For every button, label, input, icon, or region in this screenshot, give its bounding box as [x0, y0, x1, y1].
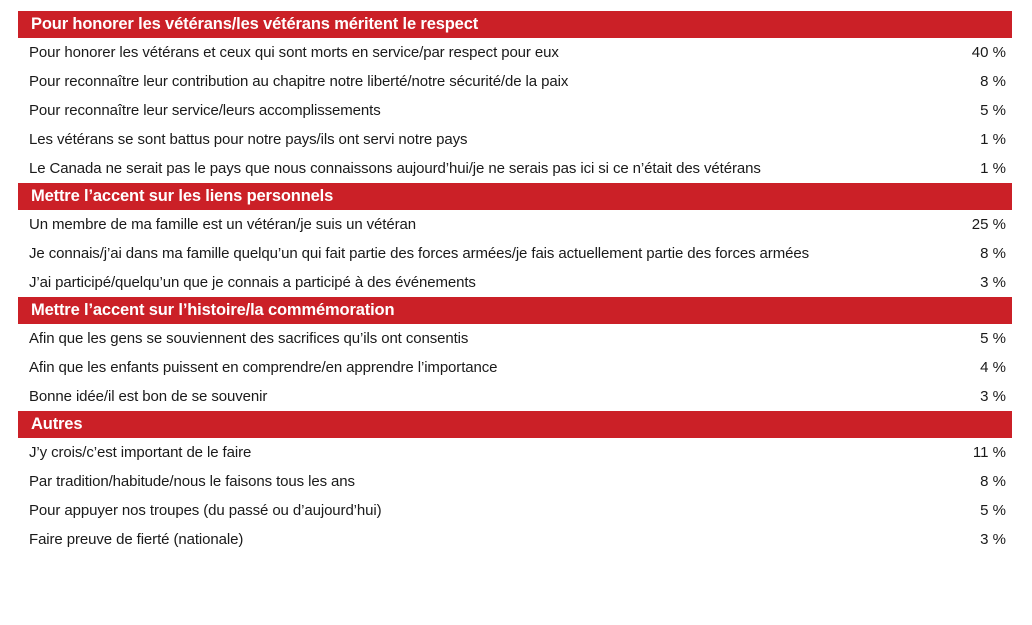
- row-label: Afin que les enfants puissent en comprendre/en apprendre l’importance: [29, 359, 498, 376]
- row-label: Les vétérans se sont battus pour notre pays/ils ont servi notre pays: [29, 131, 468, 148]
- table-row: [18, 382, 1012, 411]
- row-percentage: 8 %: [980, 473, 1006, 490]
- table-section: [18, 183, 1012, 297]
- row-label: Pour reconnaître leur service/leurs accomplissements: [29, 102, 381, 119]
- row-percentage: 4 %: [980, 359, 1006, 376]
- table-row: [18, 210, 1012, 239]
- row-label: Afin que les gens se souviennent des sacrifices qu’ils ont consentis: [29, 330, 469, 347]
- row-percentage: 5 %: [980, 102, 1006, 119]
- section-header: Mettre l’accent sur les liens personnels: [18, 183, 1012, 210]
- row-percentage: 25 %: [971, 216, 1006, 233]
- row-label: Je connais/j’ai dans ma famille quelqu’un qui fait partie des forces armées/je fais actuellement partie des forces armées: [29, 245, 809, 262]
- table-row: [18, 525, 1012, 554]
- row-percentage: 5 %: [980, 502, 1006, 519]
- row-label: Par tradition/habitude/nous le faisons tous les ans: [29, 473, 355, 490]
- table-section: [18, 297, 1012, 411]
- row-percentage: 8 %: [980, 73, 1006, 90]
- table-row: [18, 438, 1012, 467]
- row-percentage: 3 %: [980, 531, 1006, 548]
- row-percentage: 8 %: [980, 245, 1006, 262]
- row-label: J’y crois/c’est important de le faire: [29, 444, 252, 461]
- table-row: [18, 353, 1012, 382]
- row-percentage: 3 %: [980, 388, 1006, 405]
- row-label: Faire preuve de fierté (nationale): [29, 531, 244, 548]
- row-label: J’ai participé/quelqu’un que je connais a participé à des événements: [29, 274, 476, 291]
- row-label: Pour reconnaître leur contribution au chapitre notre liberté/notre sécurité/de la paix: [29, 73, 569, 90]
- table-row: [18, 239, 1012, 268]
- section-rows: [18, 210, 1012, 297]
- table-row: [18, 125, 1012, 154]
- section-header: Autres: [18, 411, 1012, 438]
- row-percentage: 11 %: [972, 444, 1006, 461]
- row-label: Pour appuyer nos troupes (du passé ou d’aujourd’hui): [29, 502, 382, 519]
- table-section: [18, 411, 1012, 554]
- table-row: [18, 268, 1012, 297]
- table-row: [18, 496, 1012, 525]
- row-label: Le Canada ne serait pas le pays que nous connaissons aujourd’hui/je ne serais pas ici si ce n’était des vétérans: [29, 160, 761, 177]
- row-percentage: 1 %: [980, 131, 1006, 148]
- row-label: Bonne idée/il est bon de se souvenir: [29, 388, 268, 405]
- row-percentage: 1 %: [980, 160, 1006, 177]
- results-table: [18, 11, 1012, 554]
- table-row: [18, 467, 1012, 496]
- table-row: [18, 154, 1012, 183]
- row-label: Un membre de ma famille est un vétéran/je suis un vétéran: [29, 216, 416, 233]
- row-percentage: 40 %: [971, 44, 1006, 61]
- table-row: [18, 67, 1012, 96]
- row-percentage: 3 %: [980, 274, 1006, 291]
- table-section: [18, 11, 1012, 183]
- row-percentage: 5 %: [980, 330, 1006, 347]
- table-row: [18, 38, 1012, 67]
- section-header: Mettre l’accent sur l’histoire/la commémoration: [18, 297, 1012, 324]
- table-row: [18, 96, 1012, 125]
- row-label: Pour honorer les vétérans et ceux qui sont morts en service/par respect pour eux: [29, 44, 559, 61]
- section-rows: [18, 38, 1012, 183]
- table-row: [18, 324, 1012, 353]
- section-header: Pour honorer les vétérans/les vétérans méritent le respect: [18, 11, 1012, 38]
- section-rows: [18, 438, 1012, 554]
- section-rows: [18, 324, 1012, 411]
